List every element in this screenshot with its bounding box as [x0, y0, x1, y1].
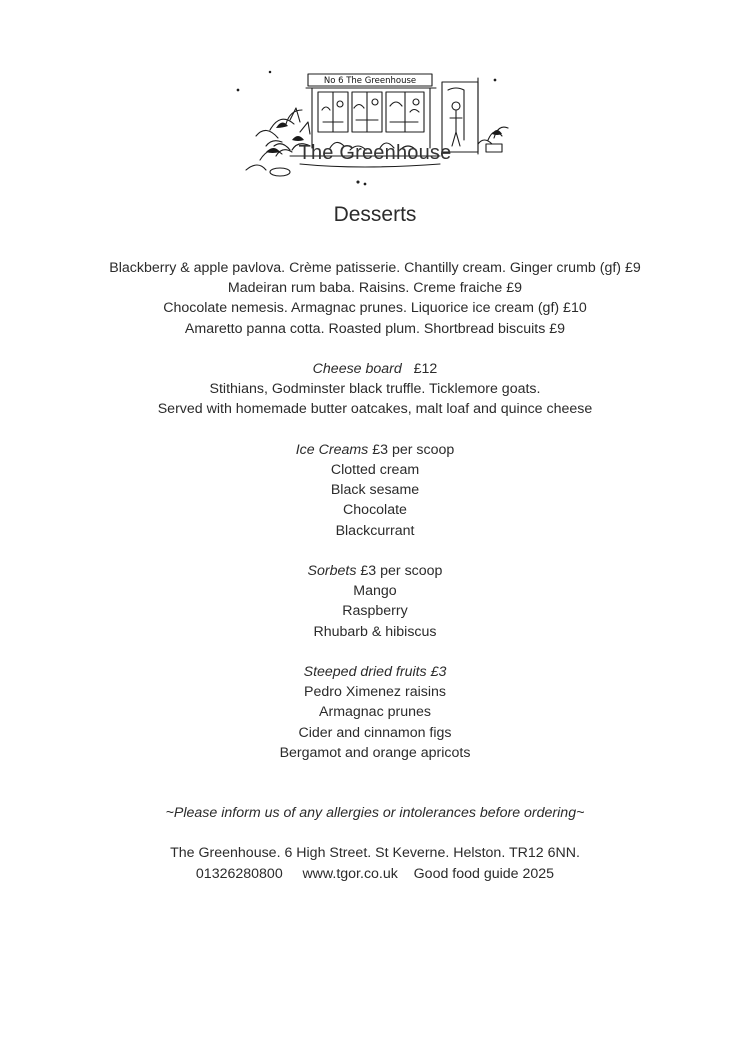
ice-creams-heading: Ice Creams: [295, 441, 369, 458]
ice-creams-heading-line: [0, 440, 750, 460]
steeped-fruits-heading: Steeped dried fruits £3: [303, 664, 447, 680]
sorbet-item: Rhubarb & hibiscus: [313, 623, 437, 640]
ice-cream-item: Clotted cream: [330, 462, 420, 478]
dessert-item: Blackberry & apple pavlova. Crème patisserie. Chantilly cream. Ginger crumb (gf) £9: [109, 260, 641, 276]
steeped-fruit-item: Pedro Ximenez raisins: [304, 684, 446, 701]
dessert-item: Amaretto panna cotta. Roasted plum. Shortbread biscuits £9: [184, 320, 566, 337]
footer-guide: Good food guide 2025: [413, 865, 555, 882]
sorbets-heading: Sorbets: [307, 563, 357, 579]
sorbet-item: Raspberry: [342, 603, 408, 620]
dessert-item: Chocolate nemesis. Armagnac prunes. Liquorice ice cream (gf) £10: [163, 300, 587, 317]
menu-title: Desserts: [333, 203, 417, 226]
storefront-sign-text: No 6 The Greenhouse: [323, 76, 417, 86]
ice-cream-item: Blackcurrant: [335, 522, 415, 539]
ice-cream-item: Chocolate: [343, 502, 407, 519]
menu-content: [0, 258, 750, 884]
cheese-board-line: Stithians, Godminster black truffle. Ticklemore goats.: [209, 381, 541, 398]
cheese-board-line: Served with homemade butter oatcakes, malt loaf and quince cheese: [157, 401, 593, 418]
restaurant-name: The Greenhouse: [298, 142, 452, 164]
cheese-board-heading-line: [0, 359, 750, 379]
footer-address: The Greenhouse. 6 High Street. St Keverne. Helston. TR12 6NN.: [170, 845, 580, 862]
sorbets-price: £3 per scoop: [360, 563, 443, 579]
dessert-item: Madeiran rum baba. Raisins. Creme fraiche £9: [227, 280, 523, 297]
sorbets-heading-line: [0, 561, 750, 581]
footer-contact-line: [0, 864, 750, 884]
greenhouse-storefront-sketch-icon: [230, 60, 520, 190]
footer-website: www.tgor.co.uk: [302, 865, 398, 882]
allergy-notice: ~Please inform us of any allergies or intolerances before ordering~: [165, 805, 585, 822]
ice-creams-price: £3 per scoop: [372, 441, 455, 458]
steeped-fruit-item: Armagnac prunes: [319, 704, 431, 721]
ice-cream-item: Black sesame: [330, 482, 420, 499]
sorbet-item: Mango: [353, 583, 397, 600]
cheese-board-price: £12: [413, 361, 438, 377]
steeped-fruit-item: Cider and cinnamon figs: [298, 724, 452, 741]
steeped-fruit-item: Bergamot and orange apricots: [279, 744, 471, 761]
footer-phone: 01326280800: [195, 865, 283, 882]
cheese-board-heading: Cheese board: [312, 361, 402, 377]
